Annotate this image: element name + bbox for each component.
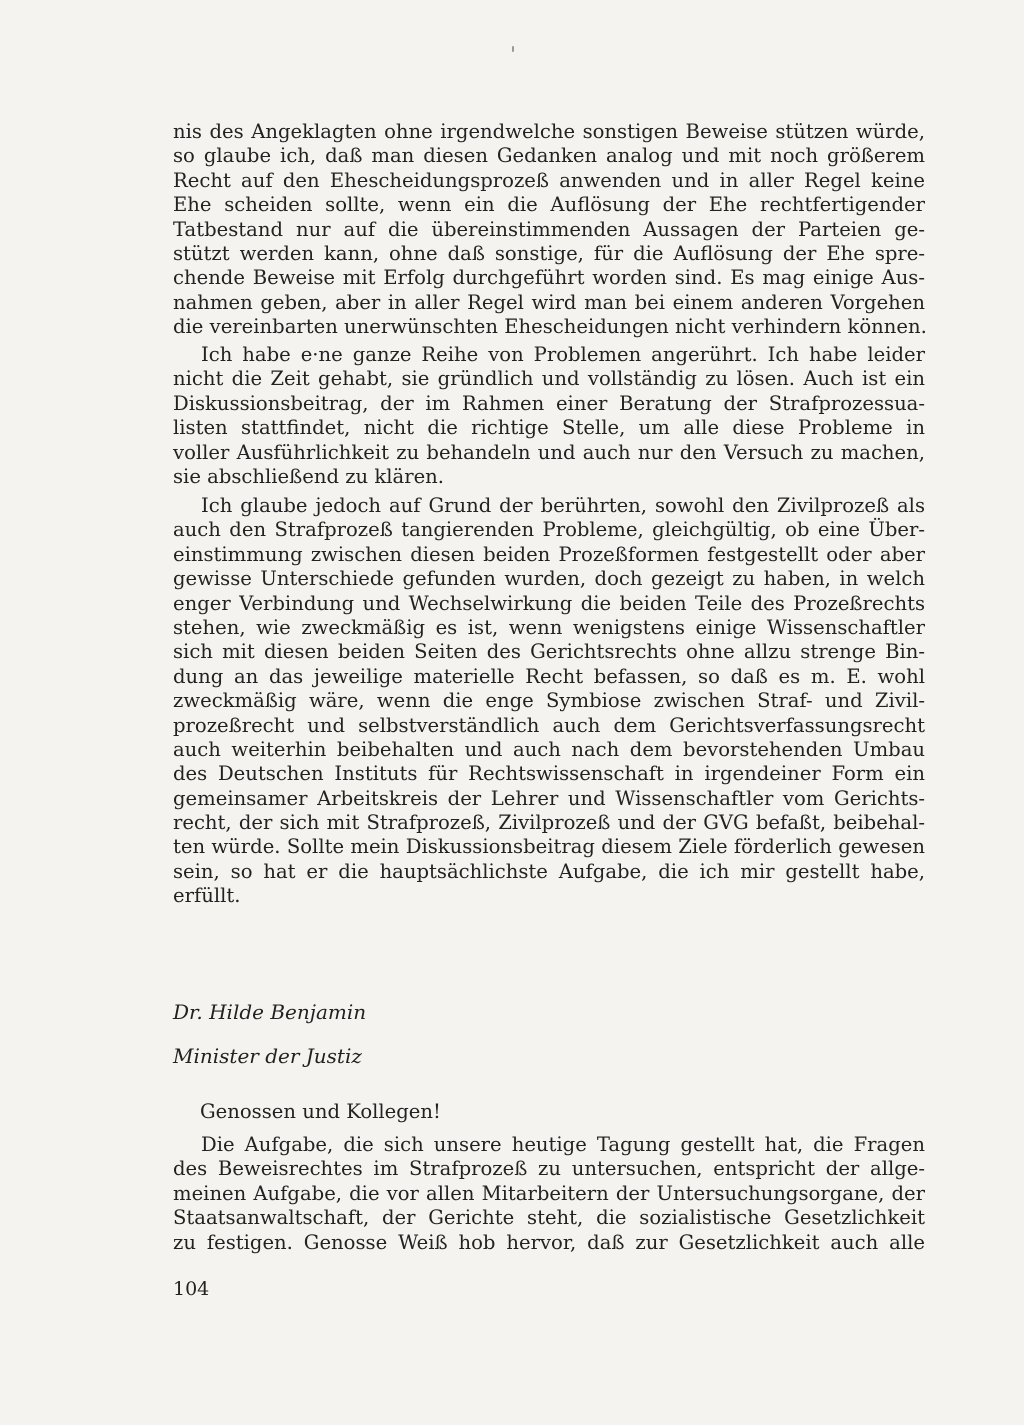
paragraph-problems bbox=[173, 343, 925, 489]
scan-speck bbox=[512, 46, 514, 52]
text-line: Ehe scheiden sollte, wenn ein die Auflösung der Ehe rechtfertigender bbox=[173, 193, 925, 217]
text-line: Diskussionsbeitrag, der im Rahmen einer Beratung der Strafprozessua- bbox=[173, 391, 925, 415]
text-line: zu festigen. Genosse Weiß hob hervor, daß zur Gesetzlichkeit auch alle bbox=[173, 1230, 925, 1254]
text-line: des Deutschen Instituts für Rechtswissenschaft in irgendeiner Form ein bbox=[173, 762, 925, 786]
text-line: dung an das jeweilige materielle Recht befassen, so daß es m. E. wohl bbox=[173, 664, 925, 688]
text-line: voller Ausführlichkeit zu behandeln und auch nur den Versuch zu machen, bbox=[173, 440, 925, 464]
text-line: erfüllt. bbox=[173, 884, 241, 908]
text-line: recht, der sich mit Strafprozeß, Zivilprozeß und der GVG befaßt, beibehal- bbox=[173, 811, 925, 835]
paragraph-conclusion bbox=[173, 494, 925, 909]
paragraph-continuation bbox=[173, 120, 925, 340]
text-line: nis des Angeklagten ohne irgendwelche sonstigen Beweise stützen würde, bbox=[173, 120, 925, 143]
speaker-name: Dr. Hilde Benjamin bbox=[173, 1000, 367, 1024]
text-line: ten würde. Sollte mein Diskussionsbeitrag diesem Ziele förderlich gewesen bbox=[173, 835, 925, 859]
text-line: die vereinbarten unerwünschten Ehescheidungen nicht verhindern können. bbox=[173, 315, 927, 339]
text-line: Ich glaube jedoch auf Grund der berührten, sowohl den Zivilprozeß als bbox=[201, 494, 925, 517]
text-line: enger Verbindung und Wechselwirkung die beiden Teile des Prozeßrechts bbox=[173, 591, 925, 615]
text-line: prozeßrecht und selbstverständlich auch dem Gerichtsverfassungsrecht bbox=[173, 713, 925, 737]
text-line: einstimmung zwischen diesen beiden Prozeßformen festgestellt oder aber bbox=[173, 542, 925, 566]
text-line: nahmen geben, aber in aller Regel wird man bei einem anderen Vorgehen bbox=[173, 290, 925, 314]
text-line: Ich habe e·ne ganze Reihe von Problemen angerührt. Ich habe leider bbox=[201, 343, 925, 366]
text-line: meinen Aufgabe, die vor allen Mitarbeitern der Untersuchungsorgane, der bbox=[173, 1181, 925, 1205]
text-line: sich mit diesen beiden Seiten des Gerichtsrechts ohne allzu strenge Bin- bbox=[173, 640, 925, 664]
text-line: so glaube ich, daß man diesen Gedanken analog und mit noch größerem bbox=[173, 144, 925, 168]
text-line: sein, so hat er die hauptsächlichste Aufgabe, die ich mir gestellt habe, bbox=[173, 859, 925, 883]
text-line: listen stattfindet, nicht die richtige Stelle, um alle diese Probleme in bbox=[173, 416, 925, 440]
text-line: auch weiterhin beibehalten und auch nach dem bevorstehenden Umbau bbox=[173, 737, 925, 761]
text-line: gemeinsamer Arbeitskreis der Lehrer und Wissenschaftler vom Gerichts- bbox=[173, 786, 925, 810]
speaker-role: Minister der Justiz bbox=[173, 1044, 362, 1068]
text-line: nicht die Zeit gehabt, sie gründlich und vollständig zu lösen. Auch ist ein bbox=[173, 367, 925, 391]
text-line: Tatbestand nur auf die übereinstimmenden Aussagen der Parteien ge- bbox=[173, 217, 925, 241]
text-line: Recht auf den Ehescheidungsprozeß anwenden und in aller Regel keine bbox=[173, 168, 925, 192]
text-line: sie abschließend zu klären. bbox=[173, 464, 445, 488]
salutation: Genossen und Kollegen! bbox=[200, 1100, 441, 1123]
paragraph-speech bbox=[173, 1133, 925, 1255]
text-line: Die Aufgabe, die sich unsere heutige Tagung gestellt hat, die Fragen bbox=[201, 1133, 925, 1156]
text-line: gewisse Unterschiede gefunden wurden, doch gezeigt zu haben, in welch bbox=[173, 567, 925, 591]
text-line: auch den Strafprozeß tangierenden Probleme, gleichgültig, ob eine Über- bbox=[173, 518, 925, 542]
text-line: stützt werden kann, ohne daß sonstige, für die Auflösung der Ehe spre- bbox=[173, 241, 925, 265]
text-line: chende Beweise mit Erfolg durchgeführt worden sind. Es mag einige Aus- bbox=[173, 266, 925, 290]
text-line: Staatsanwaltschaft, der Gerichte steht, die sozialistische Gesetzlichkeit bbox=[173, 1206, 925, 1230]
page-number: 104 bbox=[173, 1278, 210, 1300]
text-line: zweckmäßig wäre, wenn die enge Symbiose zwischen Straf- und Zivil- bbox=[173, 689, 925, 713]
text-line: stehen, wie zweckmäßig es ist, wenn wenigstens einige Wissenschaftler bbox=[173, 615, 925, 639]
text-line: des Beweisrechtes im Strafprozeß zu untersuchen, entspricht der allge- bbox=[173, 1157, 925, 1181]
